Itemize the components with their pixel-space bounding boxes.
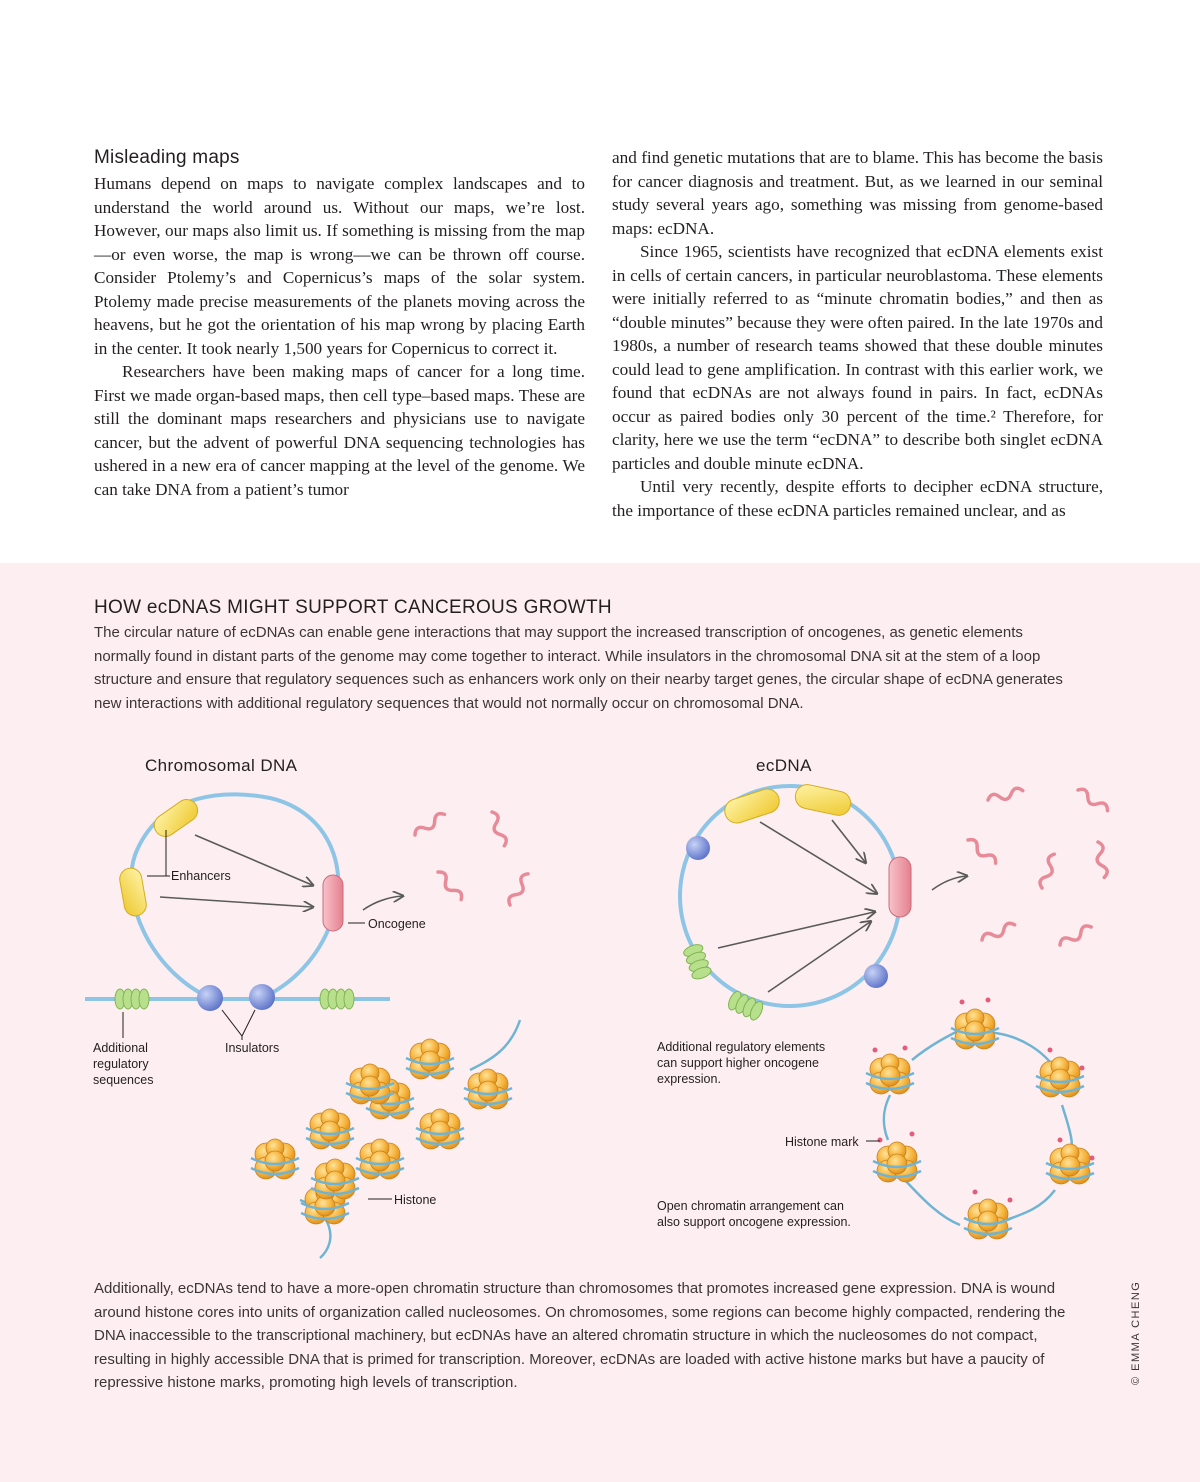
open-chromatin-label: Open chromatin arrangement can also support oncogene expression. <box>657 1199 851 1229</box>
insulator-icon <box>249 984 275 1010</box>
leader-line <box>222 1010 255 1040</box>
illustration-credit: © EMMA CHENG <box>1130 1280 1142 1385</box>
nucleosome-icon <box>346 1064 394 1104</box>
insulator-icon <box>864 964 888 988</box>
rna-transcript-icon <box>1038 853 1058 890</box>
ecdna-circle <box>680 782 1110 1021</box>
additional-regulatory-label: Additional regulatory sequences <box>93 1041 154 1087</box>
histone-label: Histone <box>394 1193 437 1207</box>
insulators-label: Insulators <box>225 1041 280 1055</box>
nucleosome-icon <box>964 1199 1012 1239</box>
histone-mark-label: Histone mark <box>785 1135 859 1149</box>
insulator-icon <box>197 985 223 1011</box>
section-heading: Misleading maps <box>94 147 240 168</box>
rna-transcript-icon <box>435 869 464 902</box>
article-paragraph: Researchers have been making maps of cancer for a long time. First we made organ-based maps, then cell type–based maps. These are still the dominant maps researchers and physicians use to navigate cancer, but the advent of powerful DNA sequencing technologies has ushered in a new era of cancer mapping at the level of the genome. We can take DNA from a patient’s tumor <box>94 362 585 499</box>
nucleosome-icon <box>866 1054 914 1094</box>
chromosomal-dna-loop <box>85 794 531 1040</box>
rna-transcript-icon <box>413 811 447 838</box>
sidebar-title: HOW ecDNAS MIGHT SUPPORT CANCEROUS GROWTH <box>94 597 612 618</box>
nucleosome-icon <box>416 1109 464 1149</box>
nucleosome-icon <box>464 1069 512 1109</box>
oncogene-label: Oncogene <box>368 917 426 931</box>
nucleosome-icon <box>873 1142 921 1182</box>
article-paragraph: Since 1965, scientists have recognized that ecDNA elements exist in cells of certain cancers, in particular neuroblastoma. These elements were initially referred to as “minute chromatin bodies,” and then as “double minutes” because they were often paired. In the late 1970s and 1980s, a number of research teams showed that these double minutes could lead to gene amplification. In contrast with this earlier work, we found that ecDNAs are not always found in pairs. In fact, ecDNAs occur as paired bodies only 30 percent of the time.² Therefore, for clarity, here we use the term “ecDNA” to describe both singlet ecDNA particles and double minute ecDNA. <box>612 242 1103 473</box>
oncogene-icon <box>323 875 343 931</box>
nucleosome-icon <box>306 1109 354 1149</box>
enhancer-gene-icon <box>150 795 202 841</box>
interaction-arrow <box>160 897 312 907</box>
sidebar-outro: Additionally, ecDNAs tend to have a more-open chromatin structure than chromosomes that promotes increased gene expression. DNA is wound around histone cores into units of organization called nucleosomes. On chromosomes, some regions can become highly compacted, rendering the DNA inaccessible to the transcriptional machinery, but ecDNAs have an altered chromatin structure in which the nucleosomes do not compact, resulting in highly accessible DNA that is primed for transcription. Moreover, ecDNAs are loaded with active histone marks but have a paucity of repressive histone marks, promoting high levels of transcription. <box>94 1280 1066 1391</box>
insulator-icon <box>686 836 710 860</box>
sidebar-intro: The circular nature of ecDNAs can enable gene interactions that may support the increased transcription of oncogenes, as genetic elements normally found in distant parts of the genome may come together to interact. While insulators in the chromosomal DNA sit at the stem of a loop structure and ensure that regulatory sequences such as enhancers work only on their nearby target genes, the circular shape of ecDNA generates new interactions with additional regulatory sequences that would not normally occur on chromosomal DNA. <box>94 624 1063 712</box>
interaction-arrow <box>718 912 874 948</box>
nucleosome-icon <box>356 1139 404 1179</box>
oncogene-icon <box>889 857 911 917</box>
nucleosome-icon <box>251 1139 299 1179</box>
rna-transcript-icon <box>987 787 1024 804</box>
ecdna-regulatory-label: Additional regulatory elements can support higher oncogene expression. <box>657 1040 826 1086</box>
regulatory-sequence-icon <box>115 989 149 1009</box>
rna-transcript-icon <box>1076 787 1110 814</box>
ecdna-title: ecDNA <box>756 756 812 775</box>
rna-transcript-icon <box>1094 841 1108 878</box>
open-nucleosome-ring <box>866 998 1095 1240</box>
chromosomal-dna-title: Chromosomal DNA <box>145 756 298 775</box>
enhancer-gene-icon <box>793 782 853 817</box>
regulatory-sequence-icon <box>726 989 765 1021</box>
nucleosome-icon <box>311 1159 359 1199</box>
regulatory-sequence-icon <box>682 942 712 981</box>
transcription-arrow <box>932 876 966 890</box>
compacted-nucleosome-cluster <box>251 1020 520 1258</box>
regulatory-sequence-icon <box>320 989 354 1009</box>
article-paragraph: Until very recently, despite efforts to decipher ecDNA structure, the importance of these ecDNA particles remained unclear, and as <box>612 477 1103 520</box>
interaction-arrow <box>832 820 865 862</box>
enhancer-gene-icon <box>118 866 148 917</box>
transcription-arrow <box>363 896 402 910</box>
rna-transcript-icon <box>488 811 508 848</box>
nucleosome-icon <box>951 1009 999 1049</box>
article-paragraph: Humans depend on maps to navigate complex landscapes and to understand the world around us. Without our maps, we’re lost. However, our maps also limit us. If something is missing from the map—or even worse, the map is wrong—we can be thrown off course. Consider Ptolemy’s and Copernicus’s maps of the solar system. Ptolemy made precise measurements of the planets moving across the heavens, but he got the orientation of his map wrong by placing Earth in the center. It took nearly 1,500 years for Copernicus to correct it. <box>94 174 585 358</box>
article-paragraph: and find genetic mutations that are to blame. This has become the basis for cancer diagnosis and treatment. But, as we learned in our seminal study several years ago, something was missing from genome-based maps: ecDNA. <box>612 148 1103 238</box>
enhancers-label: Enhancers <box>171 869 231 883</box>
rna-transcript-icon <box>507 872 532 907</box>
rna-transcript-icon <box>980 921 1016 943</box>
rna-transcript-icon <box>965 837 998 866</box>
rna-transcript-icon <box>1058 924 1093 949</box>
nucleosome-icon <box>1036 1057 1084 1097</box>
nucleosome-icon <box>1046 1144 1094 1184</box>
interaction-arrow <box>760 822 876 893</box>
nucleosome-icon <box>406 1039 454 1079</box>
